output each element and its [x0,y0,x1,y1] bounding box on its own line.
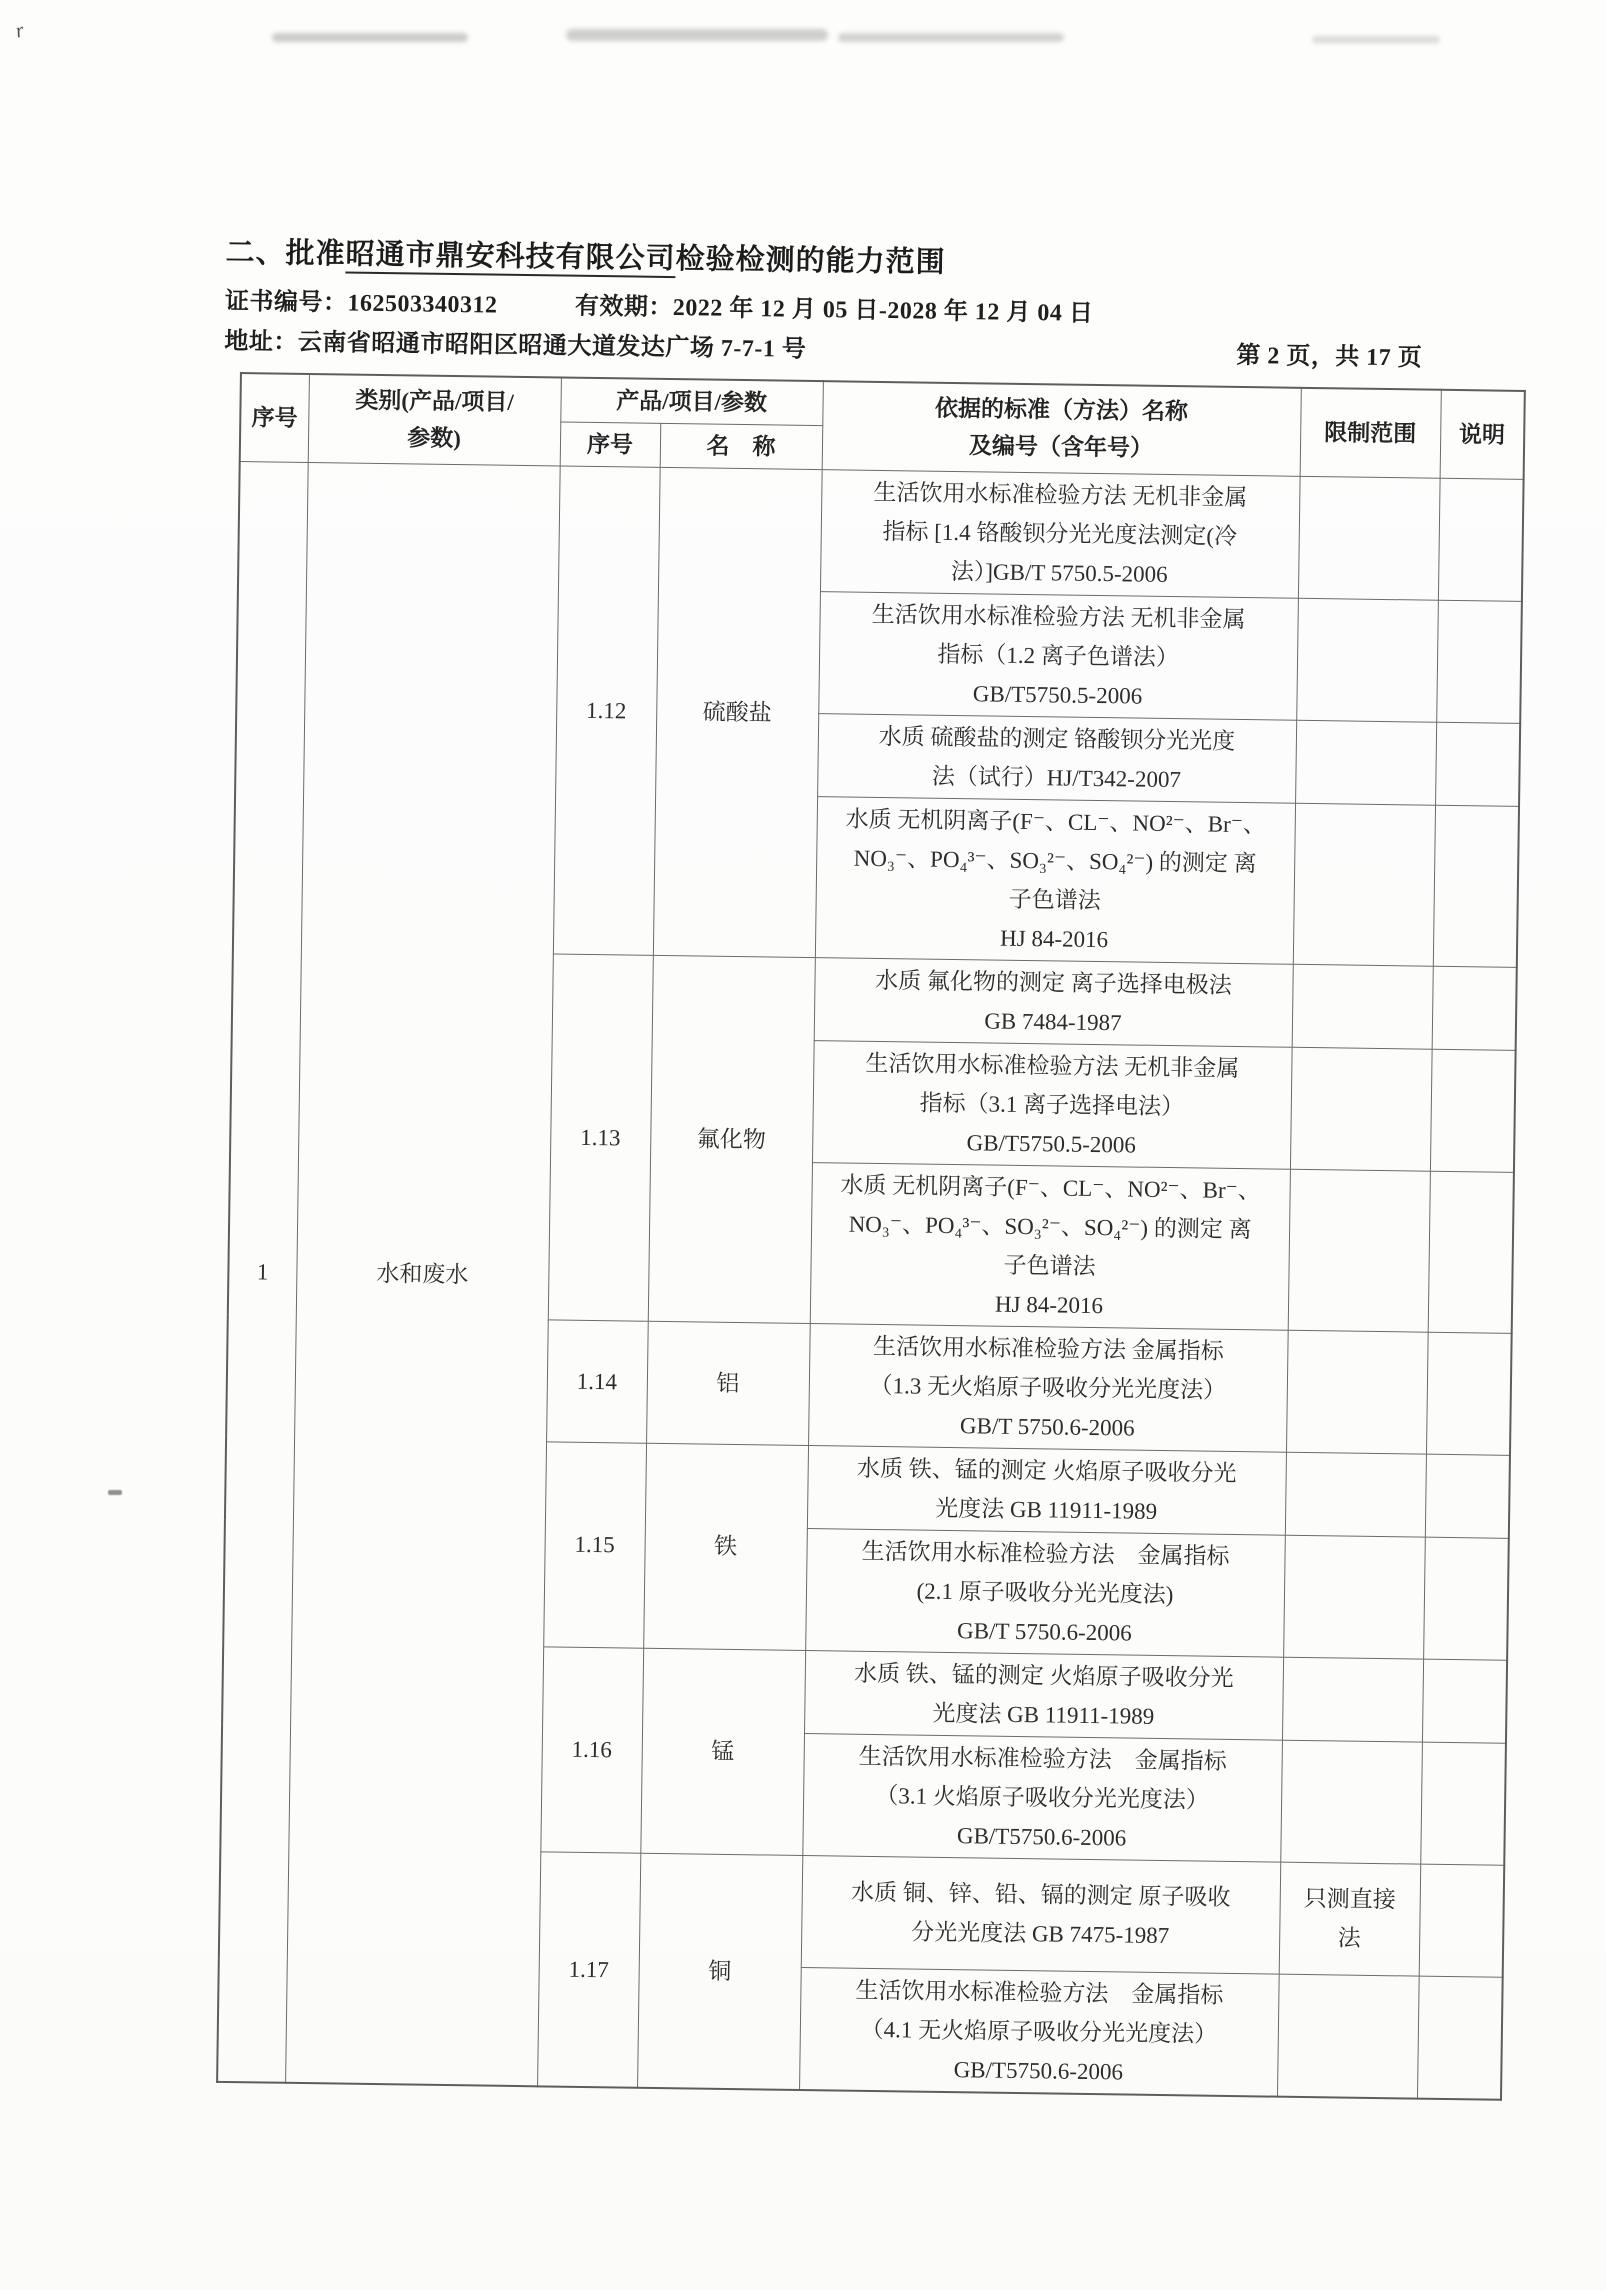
param-seq-cell: 1.14 [546,1319,648,1442]
certificate-number: 证书编号：162503340312 [224,288,498,319]
limit-cell [1282,1657,1423,1742]
header-param-group: 产品/项目/参数 [560,377,823,425]
standard-cell: 水质 氟化物的测定 离子选择电极法 GB 7484-1987 [814,957,1293,1047]
note-cell [1433,805,1519,967]
note-cell [1419,1864,1505,1977]
note-cell [1426,1332,1512,1455]
param-name-cell: 铁 [643,1443,808,1650]
limit-cell [1280,1740,1422,1864]
limit-cell [1295,720,1436,805]
header-seq: 序号 [240,373,309,462]
limit-cell [1285,1452,1426,1537]
table-body [217,461,1524,2099]
standard-cell: 生活饮用水标准检验方法 金属指标 （1.3 无火焰原子吸收分光光度法） GB/T 5750.6-2006 [808,1323,1288,1452]
param-name-cell: 铜 [637,1853,802,2090]
scan-corner-mark: r [13,19,26,43]
limit-cell [1292,964,1433,1049]
page-title [225,230,946,281]
title-company-name: 昭通市鼎安科技有限公司 [345,238,675,278]
note-cell [1432,966,1517,1050]
header-category: 类别(产品/项目/ 参数) [308,374,561,466]
header-limit: 限制范围 [1300,388,1441,478]
row-seq-cell: 1 [217,461,308,2082]
note-cell [1420,1742,1506,1865]
param-name-cell: 硫酸盐 [653,467,822,957]
note-cell [1436,600,1522,723]
title-prefix: 二、批准 [225,236,346,271]
standard-cell: 生活饮用水标准检验方法 金属指标 （3.1 火焰原子吸收分光光度法） GB/T5750.6-2006 [802,1733,1282,1862]
limit-cell [1283,1535,1425,1659]
standard-cell: 水质 无机阴离子(F⁻、CL⁻、NO²⁻、Br⁻、 NO₃⁻、PO₄³⁻、SO₃²⁻、SO₄²⁻) 的测定 离 子色谱法 HJ 84-2016 [810,1162,1290,1330]
capability-scope-table [216,372,1526,2100]
param-seq-cell: 1.17 [537,1851,640,2087]
note-cell [1425,1454,1510,1538]
standard-cell: 水质 硫酸盐的测定 铬酸钡分光光度 法（试行）HJ/T342-2007 [817,713,1296,803]
param-name-cell: 铝 [646,1321,810,1445]
limit-cell [1298,476,1440,600]
note-cell [1435,722,1520,806]
standard-cell: 水质 铜、锌、铅、镉的测定 原子吸收 分光光度法 GB 7475-1987 [801,1855,1281,1974]
title-suffix: 检验检测的能力范围 [675,243,946,279]
header-param-seq: 序号 [560,421,661,466]
header-note: 说明 [1440,390,1525,479]
note-cell [1423,1537,1509,1660]
standard-row [238,461,1524,601]
validity-period: 有效期：2022 年 12 月 05 日-2028 年 12 月 04 日 [574,293,1094,327]
note-cell [1417,1976,1503,2100]
param-seq-cell: 1.15 [543,1441,646,1647]
page-number-info: 第 2 页，共 17 页 [1236,342,1423,372]
standard-cell: 生活饮用水标准检验方法 金属指标 (2.1 原子吸收分光光度法) GB/T 5750.6-2006 [805,1528,1285,1657]
param-seq-cell: 1.12 [553,465,660,954]
limit-cell [1288,1169,1430,1332]
standard-cell: 生活饮用水标准检验方法 无机非金属 指标（3.1 离子选择电法） GB/T5750.5-2006 [812,1040,1292,1169]
limit-cell [1277,1974,1419,2098]
limit-cell [1290,1047,1432,1171]
limit-cell: 只测直接 法 [1279,1862,1421,1976]
note-cell [1428,1171,1514,1333]
address: 地址：云南省昭通市昭阳区昭通大道发达广场 7-7-1 号 [224,328,807,363]
note-cell [1438,478,1524,601]
standard-cell: 水质 铁、锰的测定 火焰原子吸收分光 光度法 GB 11911-1989 [804,1650,1283,1740]
param-seq-cell: 1.16 [540,1646,643,1852]
standard-cell: 水质 无机阴离子(F⁻、CL⁻、NO²⁻、Br⁻、 NO₃⁻、PO₄³⁻、SO₃²⁻、SO₄²⁻) 的测定 离 子色谱法 HJ 84-2016 [815,796,1295,964]
param-seq-cell: 1.13 [548,953,653,1320]
standard-cell: 生活饮用水标准检验方法 无机非金属 指标 [1.4 铬酸钡分光光度法测定(冷 法）]GB/T 5750.5-2006 [820,469,1300,598]
param-name-cell: 氟化物 [648,955,815,1323]
limit-cell [1296,598,1438,722]
category-cell: 水和废水 [285,462,560,2086]
standard-cell: 生活饮用水标准检验方法 无机非金属 指标（1.2 离子色谱法） GB/T5750.5-2006 [818,591,1298,720]
header-standard: 依据的标准（方法）名称 及编号（含年号） [822,381,1301,476]
standard-cell: 水质 铁、锰的测定 火焰原子吸收分光 光度法 GB 11911-1989 [807,1445,1286,1535]
header-param-name: 名 称 [660,423,823,469]
limit-cell [1286,1330,1428,1454]
standard-cell: 生活饮用水标准检验方法 金属指标 （4.1 无火焰原子吸收分光光度法） GB/T5750.6-2006 [799,1967,1279,2096]
note-cell [1430,1049,1516,1172]
limit-cell [1293,803,1435,966]
note-cell [1422,1659,1507,1743]
param-name-cell: 锰 [640,1648,805,1855]
